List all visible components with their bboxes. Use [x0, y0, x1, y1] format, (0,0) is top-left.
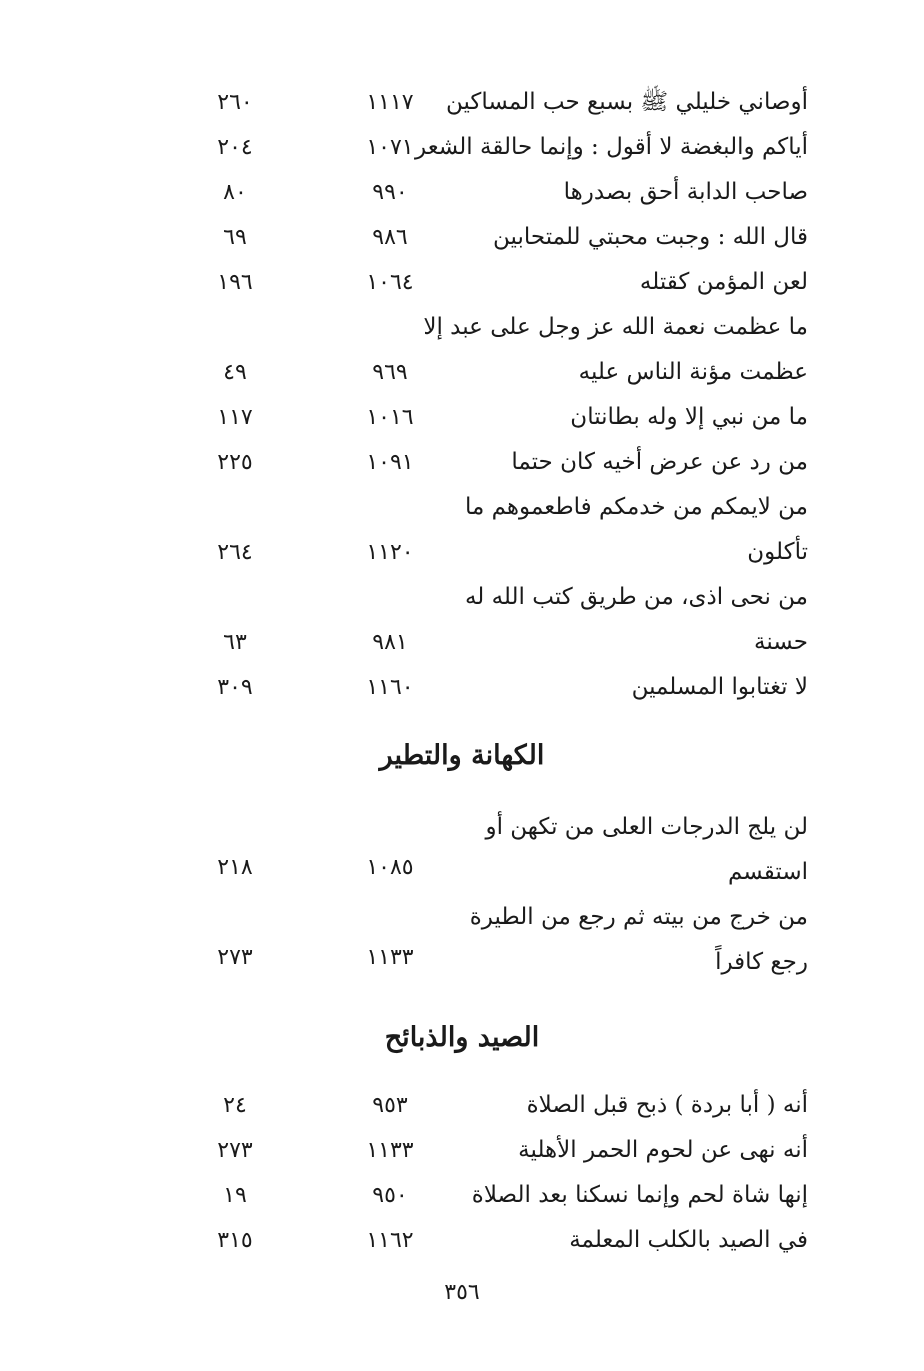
entry-text-line-1: من لايمكم من خدمكم فاطعموهم ما [464, 494, 808, 520]
index-entry [0, 665, 924, 710]
page-reference: ٣٠٩ [217, 675, 253, 700]
index-entry [0, 80, 924, 125]
entry-text-line-1: من نحى اذى، من طريق كتب الله له [464, 584, 808, 610]
page-reference: ٢٧٣ [217, 945, 253, 970]
hadith-number: ١٠٩١ [366, 450, 414, 475]
index-entry [0, 1128, 924, 1173]
entry-text: أوصاني خليلي ﷺ بسبع حب المساكين [445, 89, 808, 115]
entry-text: قال الله : وجبت محبتي للمتحابين [493, 224, 808, 250]
index-entry [0, 1083, 924, 1128]
page-reference: ٦٣ [223, 630, 247, 655]
page-reference: ٢٤ [223, 1093, 247, 1118]
entry-text: ما من نبي إلا وله بطانتان [570, 404, 808, 430]
hadith-number: ١١٣٣ [366, 945, 414, 970]
index-entry [0, 215, 924, 260]
entry-text: أنه نهى عن لحوم الحمر الأهلية [518, 1137, 808, 1163]
section-hunting [0, 1083, 924, 1263]
hadith-number: ١١١٧ [366, 90, 414, 115]
hadith-number: ١١٣٣ [366, 1138, 414, 1163]
index-entry [0, 485, 924, 575]
page-reference: ٢٦٤ [217, 540, 253, 565]
index-entry [0, 260, 924, 305]
page-reference: ٣١٥ [217, 1228, 253, 1253]
page-reference: ٨٠ [223, 180, 247, 205]
section-heading-hunting: الصيد والذبائح [384, 1022, 540, 1053]
hadith-number: ١٠٦٤ [366, 270, 414, 295]
index-entry [0, 1173, 924, 1218]
entry-text-line-1: لن يلج الدرجات العلى من تكهن أو [485, 814, 808, 840]
entry-text: أنه ( أبا بردة ) ذبح قبل الصلاة [526, 1092, 808, 1118]
page-reference: ٦٩ [223, 225, 247, 250]
section-divination [0, 805, 924, 985]
index-entry [0, 805, 924, 895]
page-reference: ٢٧٣ [217, 1138, 253, 1163]
entry-text-line-2: عظمت مؤنة الناس عليه [578, 359, 808, 385]
entry-text: لا تغتابوا المسلمين [631, 674, 808, 700]
hadith-number: ١١٦٠ [366, 675, 414, 700]
page-reference: ١١٧ [217, 405, 253, 430]
entry-text: في الصيد بالكلب المعلمة [569, 1227, 808, 1253]
entry-text-line-1: ما عظمت نعمة الله عز وجل على عبد إلا [423, 314, 808, 340]
index-entry [0, 305, 924, 395]
section-heading-divination: الكهانة والتطير [379, 740, 545, 771]
page-reference: ١٩ [223, 1183, 247, 1208]
page-reference: ٢٦٠ [217, 90, 253, 115]
entry-text: أياكم والبغضة لا أقول : وإنما حالقة الشعر [415, 134, 808, 160]
entry-text-line-2: حسنة [753, 629, 808, 655]
hadith-number: ١١٦٢ [366, 1228, 414, 1253]
page-reference: ٤٩ [223, 360, 247, 385]
page-number: ٣٥٦ [444, 1280, 480, 1305]
index-entry [0, 895, 924, 985]
page-reference: ٢٢٥ [217, 450, 253, 475]
hadith-number: ٩٥٠ [372, 1183, 408, 1208]
page-reference: ١٩٦ [217, 270, 253, 295]
entry-text-line-2: تأكلون [747, 539, 808, 565]
entry-text: إنها شاة لحم وإنما نسكنا بعد الصلاة [471, 1182, 808, 1208]
hadith-number: ١١٢٠ [366, 540, 414, 565]
section-continued [0, 80, 924, 710]
entry-text-line-1: من خرج من بيته ثم رجع من الطيرة [469, 904, 808, 930]
hadith-number: ٩٦٩ [372, 360, 408, 385]
index-entry [0, 1218, 924, 1263]
entry-text-line-2: رجع كافراً [715, 949, 808, 975]
hadith-number: ١٠١٦ [366, 405, 414, 430]
index-entry [0, 440, 924, 485]
entry-text: صاحب الدابة أحق بصدرها [563, 179, 808, 205]
entry-text: من رد عن عرض أخيه كان حتما [511, 449, 808, 475]
index-entry [0, 395, 924, 440]
index-entry [0, 125, 924, 170]
entry-text: لعن المؤمن كقتله [639, 269, 808, 295]
index-entry [0, 170, 924, 215]
hadith-number: ١٠٧١ [366, 135, 414, 160]
hadith-number: ٩٨١ [372, 630, 408, 655]
page-reference: ٢٠٤ [217, 135, 253, 160]
index-entry [0, 575, 924, 665]
hadith-number: ٩٩٠ [372, 180, 408, 205]
page-reference: ٢١٨ [217, 855, 253, 880]
hadith-number: ١٠٨٥ [366, 855, 414, 880]
hadith-number: ٩٥٣ [372, 1093, 408, 1118]
hadith-number: ٩٨٦ [372, 225, 408, 250]
entry-text-line-2: استقسم [727, 859, 808, 885]
